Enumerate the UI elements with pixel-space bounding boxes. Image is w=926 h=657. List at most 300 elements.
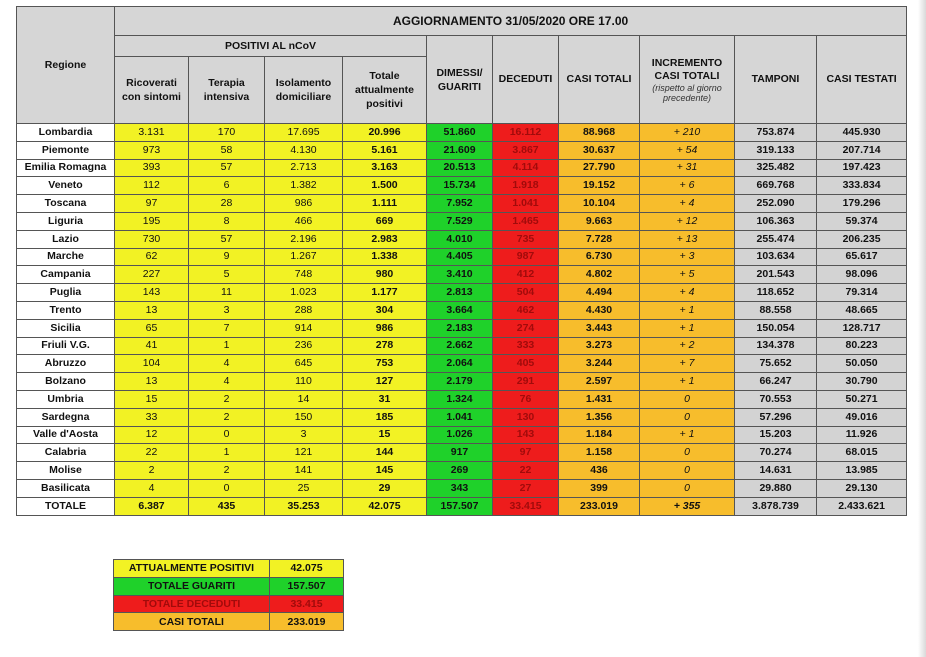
cell-dimessi: 2.064 <box>427 355 493 373</box>
cell-totale-positivi: 986 <box>343 319 427 337</box>
cell-isolamento: 748 <box>265 266 343 284</box>
cell-tamponi: 325.482 <box>735 159 817 177</box>
cell-incremento: 0 <box>640 408 735 426</box>
header-totale-line3: positivi <box>366 98 403 110</box>
header-incremento-line2: CASI TOTALI <box>654 69 720 82</box>
cell-casi-totali: 88.968 <box>559 124 640 142</box>
total-cell-isolamento: 35.253 <box>265 497 343 515</box>
cell-totale-positivi: 185 <box>343 408 427 426</box>
cell-ricoverati: 143 <box>115 284 189 302</box>
cell-ricoverati: 393 <box>115 159 189 177</box>
header-isolamento-line2: domiciliare <box>275 91 332 103</box>
cell-ricoverati: 33 <box>115 408 189 426</box>
cell-tamponi: 118.652 <box>735 284 817 302</box>
cell-deceduti: 143 <box>493 426 559 444</box>
header-dimessi-line2: GUARITI <box>437 80 482 93</box>
cell-dimessi: 2.179 <box>427 373 493 391</box>
cell-isolamento: 3 <box>265 426 343 444</box>
cell-casi-testati: 80.223 <box>817 337 907 355</box>
header-dimessi-line1: DIMESSI/ <box>436 66 483 79</box>
summary-value: 42.075 <box>270 560 344 578</box>
summary-label: TOTALE GUARITI <box>114 577 270 595</box>
cell-casi-totali: 3.244 <box>559 355 640 373</box>
cell-regione: Emilia Romagna <box>17 159 115 177</box>
total-cell-ricoverati: 6.387 <box>115 497 189 515</box>
cell-totale-positivi: 3.163 <box>343 159 427 177</box>
cell-isolamento: 1.023 <box>265 284 343 302</box>
table-row <box>17 301 907 319</box>
cell-deceduti: 97 <box>493 444 559 462</box>
cell-totale-positivi: 15 <box>343 426 427 444</box>
cell-incremento: + 3 <box>640 248 735 266</box>
total-cell-regione: TOTALE <box>17 497 115 515</box>
cell-totale-positivi: 980 <box>343 266 427 284</box>
cell-casi-totali: 7.728 <box>559 230 640 248</box>
table-row <box>17 462 907 480</box>
cell-regione: Bolzano <box>17 373 115 391</box>
cell-totale-positivi: 1.338 <box>343 248 427 266</box>
cell-totale-positivi: 144 <box>343 444 427 462</box>
cell-isolamento: 2.713 <box>265 159 343 177</box>
cell-dimessi: 15.734 <box>427 177 493 195</box>
cell-deceduti: 1.041 <box>493 195 559 213</box>
cell-totale-positivi: 669 <box>343 212 427 230</box>
cell-deceduti: 16.112 <box>493 124 559 142</box>
cell-casi-totali: 19.152 <box>559 177 640 195</box>
cell-dimessi: 1.041 <box>427 408 493 426</box>
table-row <box>17 230 907 248</box>
cell-casi-testati: 445.930 <box>817 124 907 142</box>
cell-deceduti: 504 <box>493 284 559 302</box>
cell-dimessi: 21.609 <box>427 141 493 159</box>
cell-incremento: + 31 <box>640 159 735 177</box>
table-row <box>17 444 907 462</box>
cell-incremento: 0 <box>640 479 735 497</box>
cell-totale-positivi: 31 <box>343 390 427 408</box>
cell-deceduti: 291 <box>493 373 559 391</box>
cell-isolamento: 1.382 <box>265 177 343 195</box>
header-dimessi <box>427 36 493 124</box>
cell-casi-totali: 10.104 <box>559 195 640 213</box>
cell-incremento: + 4 <box>640 284 735 302</box>
cell-tamponi: 252.090 <box>735 195 817 213</box>
cell-ricoverati: 12 <box>115 426 189 444</box>
summary-value: 157.507 <box>270 577 344 595</box>
cell-casi-totali: 1.184 <box>559 426 640 444</box>
cell-terapia: 0 <box>189 426 265 444</box>
cell-casi-totali: 1.158 <box>559 444 640 462</box>
cell-totale-positivi: 304 <box>343 301 427 319</box>
cell-isolamento: 236 <box>265 337 343 355</box>
cell-casi-totali: 6.730 <box>559 248 640 266</box>
cell-terapia: 1 <box>189 337 265 355</box>
covid-data-table <box>16 6 907 516</box>
cell-regione: Lazio <box>17 230 115 248</box>
cell-ricoverati: 227 <box>115 266 189 284</box>
cell-tamponi: 255.474 <box>735 230 817 248</box>
cell-terapia: 57 <box>189 159 265 177</box>
cell-casi-totali: 27.790 <box>559 159 640 177</box>
cell-casi-testati: 29.130 <box>817 479 907 497</box>
cell-regione: Basilicata <box>17 479 115 497</box>
summary-body <box>114 560 344 631</box>
table-row <box>17 479 907 497</box>
cell-terapia: 2 <box>189 390 265 408</box>
cell-dimessi: 3.410 <box>427 266 493 284</box>
cell-deceduti: 987 <box>493 248 559 266</box>
cell-deceduti: 3.867 <box>493 141 559 159</box>
summary-row <box>114 595 344 613</box>
header-casi-testati: CASI TESTATI <box>817 36 907 124</box>
cell-ricoverati: 41 <box>115 337 189 355</box>
cell-tamponi: 88.558 <box>735 301 817 319</box>
cell-ricoverati: 13 <box>115 301 189 319</box>
cell-incremento: 0 <box>640 390 735 408</box>
header-deceduti: DECEDUTI <box>493 36 559 124</box>
cell-incremento: + 1 <box>640 301 735 319</box>
cell-ricoverati: 112 <box>115 177 189 195</box>
cell-terapia: 58 <box>189 141 265 159</box>
cell-ricoverati: 3.131 <box>115 124 189 142</box>
header-isolamento <box>265 57 343 124</box>
cell-dimessi: 20.513 <box>427 159 493 177</box>
cell-deceduti: 4.114 <box>493 159 559 177</box>
page-edge-shadow <box>918 0 926 657</box>
header-regione: Regione <box>17 7 115 124</box>
cell-regione: Abruzzo <box>17 355 115 373</box>
cell-regione: Marche <box>17 248 115 266</box>
cell-isolamento: 4.130 <box>265 141 343 159</box>
cell-casi-testati: 30.790 <box>817 373 907 391</box>
summary-label: ATTUALMENTE POSITIVI <box>114 560 270 578</box>
cell-casi-totali: 9.663 <box>559 212 640 230</box>
header-casi-totali: CASI TOTALI <box>559 36 640 124</box>
table-row <box>17 355 907 373</box>
cell-dimessi: 2.662 <box>427 337 493 355</box>
cell-terapia: 9 <box>189 248 265 266</box>
cell-tamponi: 753.874 <box>735 124 817 142</box>
cell-isolamento: 110 <box>265 373 343 391</box>
header-totale-line2: attualmente <box>355 84 414 96</box>
cell-tamponi: 150.054 <box>735 319 817 337</box>
cell-casi-totali: 4.494 <box>559 284 640 302</box>
table-row <box>17 390 907 408</box>
cell-regione: Trento <box>17 301 115 319</box>
cell-regione: Sicilia <box>17 319 115 337</box>
cell-tamponi: 103.634 <box>735 248 817 266</box>
cell-casi-testati: 59.374 <box>817 212 907 230</box>
cell-deceduti: 76 <box>493 390 559 408</box>
cell-dimessi: 4.405 <box>427 248 493 266</box>
summary-row <box>114 560 344 578</box>
cell-regione: Umbria <box>17 390 115 408</box>
cell-tamponi: 15.203 <box>735 426 817 444</box>
cell-casi-totali: 399 <box>559 479 640 497</box>
cell-isolamento: 141 <box>265 462 343 480</box>
cell-ricoverati: 62 <box>115 248 189 266</box>
summary-value: 33.415 <box>270 595 344 613</box>
cell-deceduti: 333 <box>493 337 559 355</box>
cell-isolamento: 986 <box>265 195 343 213</box>
cell-casi-testati: 50.271 <box>817 390 907 408</box>
header-incremento <box>640 36 735 124</box>
table-title: AGGIORNAMENTO 31/05/2020 ORE 17.00 <box>115 7 907 36</box>
cell-totale-positivi: 5.161 <box>343 141 427 159</box>
cell-dimessi: 1.324 <box>427 390 493 408</box>
cell-ricoverati: 65 <box>115 319 189 337</box>
cell-isolamento: 914 <box>265 319 343 337</box>
cell-terapia: 4 <box>189 355 265 373</box>
cell-isolamento: 121 <box>265 444 343 462</box>
cell-casi-totali: 3.273 <box>559 337 640 355</box>
cell-casi-testati: 179.296 <box>817 195 907 213</box>
cell-isolamento: 288 <box>265 301 343 319</box>
cell-isolamento: 25 <box>265 479 343 497</box>
cell-regione: Toscana <box>17 195 115 213</box>
table-row <box>17 408 907 426</box>
cell-regione: Piemonte <box>17 141 115 159</box>
total-cell-casi-totali: 233.019 <box>559 497 640 515</box>
cell-casi-totali: 1.356 <box>559 408 640 426</box>
cell-casi-totali: 4.802 <box>559 266 640 284</box>
cell-incremento: + 1 <box>640 426 735 444</box>
cell-ricoverati: 104 <box>115 355 189 373</box>
cell-casi-testati: 333.834 <box>817 177 907 195</box>
total-cell-casi-testati: 2.433.621 <box>817 497 907 515</box>
header-ricoverati-line1: Ricoverati <box>126 77 177 89</box>
cell-terapia: 7 <box>189 319 265 337</box>
cell-ricoverati: 4 <box>115 479 189 497</box>
header-incremento-line1: INCREMENTO <box>651 56 723 69</box>
cell-tamponi: 201.543 <box>735 266 817 284</box>
cell-regione: Lombardia <box>17 124 115 142</box>
cell-totale-positivi: 145 <box>343 462 427 480</box>
total-cell-dimessi: 157.507 <box>427 497 493 515</box>
cell-casi-testati: 128.717 <box>817 319 907 337</box>
cell-tamponi: 14.631 <box>735 462 817 480</box>
cell-dimessi: 2.813 <box>427 284 493 302</box>
cell-regione: Valle d'Aosta <box>17 426 115 444</box>
cell-casi-totali: 436 <box>559 462 640 480</box>
cell-casi-totali: 1.431 <box>559 390 640 408</box>
cell-casi-totali: 30.637 <box>559 141 640 159</box>
cell-casi-testati: 13.985 <box>817 462 907 480</box>
cell-isolamento: 2.196 <box>265 230 343 248</box>
cell-totale-positivi: 1.500 <box>343 177 427 195</box>
cell-incremento: + 6 <box>640 177 735 195</box>
summary-value: 233.019 <box>270 613 344 631</box>
cell-totale-positivi: 127 <box>343 373 427 391</box>
cell-incremento: + 1 <box>640 373 735 391</box>
header-ricoverati <box>115 57 189 124</box>
cell-casi-testati: 11.926 <box>817 426 907 444</box>
cell-deceduti: 1.465 <box>493 212 559 230</box>
cell-totale-positivi: 278 <box>343 337 427 355</box>
cell-terapia: 5 <box>189 266 265 284</box>
cell-casi-testati: 68.015 <box>817 444 907 462</box>
summary-table <box>113 559 344 631</box>
table-row <box>17 195 907 213</box>
header-terapia-line2: intensiva <box>203 91 250 103</box>
total-cell-incremento: + 355 <box>640 497 735 515</box>
cell-dimessi: 4.010 <box>427 230 493 248</box>
cell-casi-testati: 79.314 <box>817 284 907 302</box>
table-row <box>17 319 907 337</box>
cell-incremento: + 7 <box>640 355 735 373</box>
cell-casi-testati: 48.665 <box>817 301 907 319</box>
cell-deceduti: 130 <box>493 408 559 426</box>
cell-terapia: 11 <box>189 284 265 302</box>
cell-ricoverati: 973 <box>115 141 189 159</box>
cell-terapia: 28 <box>189 195 265 213</box>
cell-incremento: + 5 <box>640 266 735 284</box>
cell-incremento: + 210 <box>640 124 735 142</box>
cell-terapia: 1 <box>189 444 265 462</box>
cell-tamponi: 75.652 <box>735 355 817 373</box>
cell-regione: Liguria <box>17 212 115 230</box>
cell-casi-testati: 207.714 <box>817 141 907 159</box>
cell-tamponi: 134.378 <box>735 337 817 355</box>
cell-deceduti: 735 <box>493 230 559 248</box>
summary-row <box>114 613 344 631</box>
cell-terapia: 3 <box>189 301 265 319</box>
summary-label: TOTALE DECEDUTI <box>114 595 270 613</box>
cell-tamponi: 319.133 <box>735 141 817 159</box>
cell-terapia: 57 <box>189 230 265 248</box>
summary-label: CASI TOTALI <box>114 613 270 631</box>
cell-casi-testati: 98.096 <box>817 266 907 284</box>
table-row <box>17 141 907 159</box>
cell-totale-positivi: 753 <box>343 355 427 373</box>
cell-deceduti: 462 <box>493 301 559 319</box>
cell-regione: Sardegna <box>17 408 115 426</box>
cell-ricoverati: 15 <box>115 390 189 408</box>
cell-isolamento: 150 <box>265 408 343 426</box>
totals-row <box>17 497 907 515</box>
cell-deceduti: 274 <box>493 319 559 337</box>
table-row <box>17 373 907 391</box>
cell-deceduti: 22 <box>493 462 559 480</box>
cell-casi-testati: 197.423 <box>817 159 907 177</box>
table-row <box>17 284 907 302</box>
cell-incremento: + 13 <box>640 230 735 248</box>
cell-dimessi: 51.860 <box>427 124 493 142</box>
cell-dimessi: 269 <box>427 462 493 480</box>
table-row <box>17 124 907 142</box>
total-cell-terapia: 435 <box>189 497 265 515</box>
cell-totale-positivi: 1.111 <box>343 195 427 213</box>
cell-ricoverati: 22 <box>115 444 189 462</box>
cell-tamponi: 66.247 <box>735 373 817 391</box>
cell-dimessi: 7.529 <box>427 212 493 230</box>
cell-dimessi: 3.664 <box>427 301 493 319</box>
table-row <box>17 266 907 284</box>
summary-row <box>114 577 344 595</box>
header-isolamento-line1: Isolamento <box>275 77 332 89</box>
cell-isolamento: 17.695 <box>265 124 343 142</box>
cell-incremento: + 4 <box>640 195 735 213</box>
cell-tamponi: 70.553 <box>735 390 817 408</box>
header-tamponi: TAMPONI <box>735 36 817 124</box>
cell-regione: Veneto <box>17 177 115 195</box>
cell-ricoverati: 97 <box>115 195 189 213</box>
cell-tamponi: 106.363 <box>735 212 817 230</box>
cell-ricoverati: 13 <box>115 373 189 391</box>
cell-ricoverati: 2 <box>115 462 189 480</box>
cell-isolamento: 1.267 <box>265 248 343 266</box>
cell-terapia: 8 <box>189 212 265 230</box>
table-row <box>17 212 907 230</box>
table-row <box>17 426 907 444</box>
table-row <box>17 248 907 266</box>
cell-terapia: 2 <box>189 408 265 426</box>
table-row <box>17 337 907 355</box>
cell-isolamento: 466 <box>265 212 343 230</box>
cell-deceduti: 27 <box>493 479 559 497</box>
table-row <box>17 177 907 195</box>
cell-tamponi: 57.296 <box>735 408 817 426</box>
total-cell-deceduti: 33.415 <box>493 497 559 515</box>
cell-incremento: 0 <box>640 462 735 480</box>
cell-terapia: 4 <box>189 373 265 391</box>
cell-dimessi: 7.952 <box>427 195 493 213</box>
cell-regione: Molise <box>17 462 115 480</box>
cell-terapia: 6 <box>189 177 265 195</box>
cell-incremento: + 12 <box>640 212 735 230</box>
cell-regione: Puglia <box>17 284 115 302</box>
cell-terapia: 170 <box>189 124 265 142</box>
cell-terapia: 2 <box>189 462 265 480</box>
cell-dimessi: 917 <box>427 444 493 462</box>
cell-regione: Calabria <box>17 444 115 462</box>
cell-dimessi: 1.026 <box>427 426 493 444</box>
cell-incremento: + 1 <box>640 319 735 337</box>
cell-deceduti: 412 <box>493 266 559 284</box>
header-terapia <box>189 57 265 124</box>
cell-isolamento: 645 <box>265 355 343 373</box>
cell-casi-totali: 2.597 <box>559 373 640 391</box>
cell-totale-positivi: 1.177 <box>343 284 427 302</box>
cell-casi-testati: 50.050 <box>817 355 907 373</box>
cell-regione: Campania <box>17 266 115 284</box>
table-body <box>17 124 907 516</box>
cell-ricoverati: 730 <box>115 230 189 248</box>
header-totale-positivi <box>343 57 427 124</box>
total-cell-totale-positivi: 42.075 <box>343 497 427 515</box>
header-ricoverati-line2: con sintomi <box>122 91 181 103</box>
cell-dimessi: 2.183 <box>427 319 493 337</box>
cell-incremento: + 54 <box>640 141 735 159</box>
header-terapia-line1: Terapia <box>208 77 245 89</box>
header-positivi-group: POSITIVI AL nCoV <box>115 36 427 57</box>
cell-isolamento: 14 <box>265 390 343 408</box>
header-totale-line1: Totale <box>369 70 400 82</box>
total-cell-tamponi: 3.878.739 <box>735 497 817 515</box>
cell-totale-positivi: 2.983 <box>343 230 427 248</box>
cell-tamponi: 70.274 <box>735 444 817 462</box>
cell-casi-totali: 3.443 <box>559 319 640 337</box>
cell-deceduti: 405 <box>493 355 559 373</box>
cell-regione: Friuli V.G. <box>17 337 115 355</box>
cell-casi-testati: 206.235 <box>817 230 907 248</box>
cell-casi-testati: 49.016 <box>817 408 907 426</box>
cell-deceduti: 1.918 <box>493 177 559 195</box>
cell-terapia: 0 <box>189 479 265 497</box>
header-incremento-note: (rispetto al giorno precedente) <box>652 82 722 103</box>
cell-totale-positivi: 20.996 <box>343 124 427 142</box>
cell-incremento: + 2 <box>640 337 735 355</box>
cell-dimessi: 343 <box>427 479 493 497</box>
